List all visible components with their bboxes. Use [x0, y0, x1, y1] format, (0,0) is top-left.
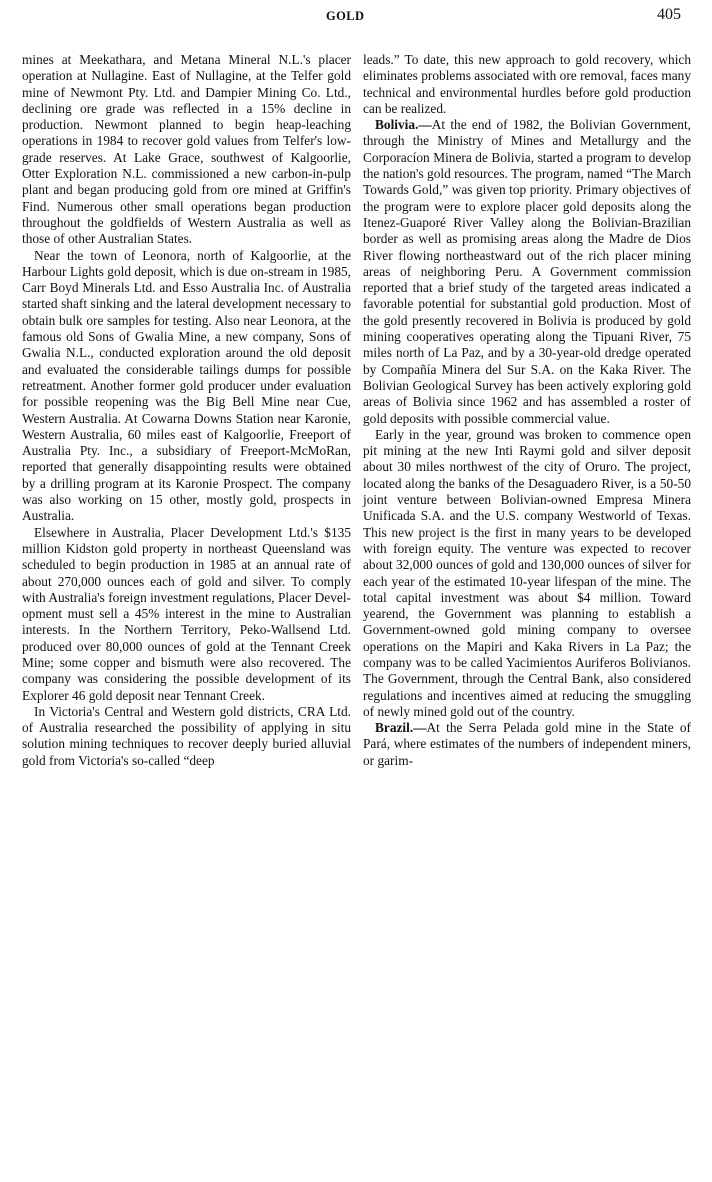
paragraph-meekathara: mines at Meekathara, and Metana Mineral N.L.'s placer operation at Nullagine. East of Nullagine, at the Telfer gold mine of Newmont Pty. Ltd. and Dampier Mining Co. Ltd., declining ore grade was reflected in a 15% decline in production. Newmont planned to begin heap-leaching operations in 1984 to recover gold values from Telfer's low-grade reserves. At Lake Grace, southwest of Kalgoorlie, Otter Exploration N.L. commissioned a new carbon-in-pulp plant and began producing gold from ore mined at Griffin's Find. Numerous other small operations began production throughout the goldfields of Western Australia as well as those of other Australian States. — [22, 52, 351, 247]
bolivia-text: At the end of 1982, the Bolivian Government, through the Ministry of Mines and Metallurgy and the Corporacíon Minera de Bolivia, started a program to develop the nation's gold resources. The program, named “The March Towards Gold,” was given top priority. Primary objectives of the program were to explore placer gold deposits along the Itenez-Guaporé River Valley along the Bolivian-Brazilian border as well as promising areas along the Madre de Dios River flowing northeastward out of the rich placer mining areas of neighboring Peru. A Government commission reported that a brief study of the targeted areas indicated a favorable potential for substantial gold production. Most of the gold presently recovered in Bolivia is produced by gold mining cooperatives operating along the Tipuani River, 75 miles north of La Paz, and by a 30-year-old dredge operated by Compañía Minera del Sur S.A. on the Kaka River. The Bolivian Geological Survey has been actively exploring gold areas of Bolivia since 1962 and has assembled a roster of gold deposits with possible commercial value. — [363, 117, 691, 426]
paragraph-kidston: Elsewhere in Australia, Placer Development Ltd.'s $135 million Kidston gold property in northeast Queensland was scheduled to begin production in 1985 at an annual rate of about 270,000 ounces each of gold and silver. To comply with Australia's foreign investment regulations, Placer Development must sell a 45% interest in the mine to Australian interests. In the Northern Territory, Peko-Wallsend Ltd. produced over 80,000 ounces of gold at the Tennant Creek Mine; some copper and bismuth were also recovered. The company was considering the possible development of its Explorer 46 gold deposit near Tennant Creek. — [22, 524, 351, 703]
paragraph-brazil — [363, 720, 691, 769]
running-head: GOLD — [326, 9, 365, 23]
right-column — [363, 52, 691, 769]
paragraph-deep-leads: leads.” To date, this new approach to gold recovery, which eliminates problems associated with ore removal, faces many technical and environmental hurdles before gold production can be realized. — [363, 52, 691, 116]
section-heading-brazil: Brazil.— — [375, 720, 427, 736]
paragraph-leonora: Near the town of Leonora, north of Kalgoorlie, at the Harbour Lights gold deposit, which is due on-stream in 1985, Carr Boyd Minerals Ltd. and Esso Australia Inc. of Australia started shaft sinking and the lateral development necessary to obtain bulk ore samples for testing. Also near Leonora, at the famous old Sons of Gwalia Mine, a new company, Sons of Gwalia N.L., conducted exploration around the old deposit and evaluated the considerable tailings dumps for possible retreatment. Another former gold producer under evaluation for possible reopening was the Big Bell Mine near Cue, Western Australia. At Cowarna Downs Station near Karonie, Western Australia, 60 miles east of Kalgoorlie, Freeport of Australia Pty. Inc., a subsidiary of Freeport-McMoRan, reported that generally disappointing results were obtained by a drilling program at its Karonie Prospect. The company was also working on 15 other, mostly gold, prospects in Australia. — [22, 247, 351, 524]
paragraph-bolivia — [363, 117, 691, 427]
section-heading-bolivia: Bolivia.— — [375, 117, 432, 133]
paragraph-inti-raymi: Early in the year, ground was broken to commence open pit mining at the new Inti Raymi gold and silver deposit about 30 miles northwest of the city of Oruro. The project, located along the banks of the Desaguadero River, is a 50-50 joint venture between Bolivian-owned Empresa Minera Unificada S.A. and the U.S. company Westworld of Texas. This new project is the first in many years to be developed with foreign equity. The venture was expected to recover about 32,000 ounces of gold and 130,000 ounces of silver for each year of the estimated 10-year lifespan of the mine. The total capital investment was about $4 million. Toward yearend, the Government was planning to establish a Government-owned gold mining company to oversee operations on the Mapiri and Kaka Rivers in La Paz; the company was to be called Yacimientos Auriferos Bolivianos. The Government, through the Central Bank, also considered regulations and incentives aimed at reducing the smuggling of newly mined gold out of the country. — [363, 426, 691, 719]
page-number: 405 — [657, 6, 681, 23]
left-column — [22, 52, 351, 769]
page-header — [0, 6, 712, 28]
brazil-text: At the Serra Pelada gold mine in the State of Pará, where estimates of the numbers of independent miners, or garim- — [363, 720, 691, 768]
paragraph-victoria: In Victoria's Central and Western gold districts, CRA Ltd. of Australia researched the possibility of applying in situ solution mining techniques to recover deeply buried alluvial gold from Victoria's so-called “deep — [22, 703, 351, 768]
